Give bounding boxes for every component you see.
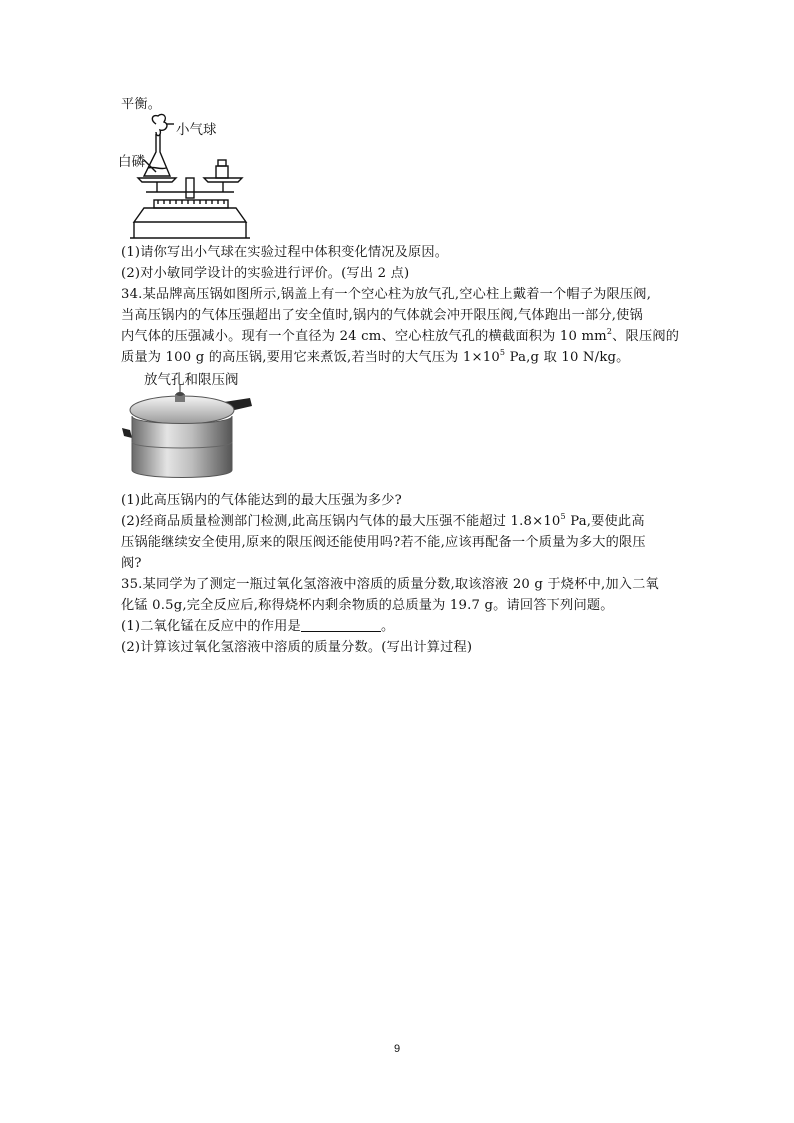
question-35-line-2: 化锰 0.5g,完全反应后,称得烧杯内剩余物质的总质量为 19.7 g。请回答下列问题。 <box>121 598 614 613</box>
question-34-line-1: 34.某品牌高压锅如图所示,锅盖上有一个空心柱为放气孔,空心柱上戴着一个帽子为限压阀, <box>121 287 652 302</box>
answer-blank[interactable] <box>301 618 381 632</box>
question-34-line-3: 内气体的压强减小。现有一个直径为 24 cm、空心柱放气孔的横截面积为 10 $mm^2$、限压阀的 <box>121 327 680 344</box>
page-number: 9 <box>393 1043 401 1055</box>
balloon-label: 小气球 <box>176 122 217 138</box>
vent-valve-label: 放气孔和限压阀 <box>144 372 239 388</box>
cooker-drawing <box>118 366 258 484</box>
question-35-part-1: (1)二氧化锰在反应中的作用是 。 <box>121 619 395 634</box>
question-33-part-2: (2)对小敏同学设计的实验进行评价。(写出 2 点) <box>121 266 410 281</box>
question-35-line-1: 35.某同学为了测定一瓶过氧化氢溶液中溶质的质量分数,取该溶液 20 g 于烧杯中,加入二氧 <box>121 577 659 592</box>
question-34-part-2-line-3: 阀? <box>121 556 142 571</box>
question-34-part-1: (1)此高压锅内的气体能达到的最大压强为多少? <box>121 493 402 508</box>
question-34-part-2-line-1: (2)经商品质量检测部门检测,此高压锅内气体的最大压强不能超过 $1.8\times 10^5$ Pa,要使此高 <box>121 512 645 529</box>
pressure-cooker-figure <box>118 366 258 484</box>
white-phosphorus-label: 白磷 <box>118 154 145 170</box>
text-line-balance-end: 平衡。 <box>121 97 162 112</box>
question-34-part-2-line-2: 压锅能继续安全使用,原来的限压阀还能使用吗?若不能,应该再配备一个质量为多大的限压 <box>121 535 646 550</box>
question-35-part-2: (2)计算该过氧化氢溶液中溶质的质量分数。(写出计算过程) <box>121 640 473 655</box>
question-34-line-2: 当高压锅内的气体压强超出了安全值时,锅内的气体就会冲开限压阀,气体跑出一部分,使锅 <box>121 308 643 323</box>
question-33-part-1: (1)请你写出小气球在实验过程中体积变化情况及原因。 <box>121 245 449 260</box>
balance-experiment-figure <box>116 112 256 240</box>
question-34-line-4: 质量为 100 g 的高压锅,要用它来煮饭,若当时的大气压为 $1\times 10^5$ Pa,g 取 10 N/kg。 <box>121 348 630 365</box>
